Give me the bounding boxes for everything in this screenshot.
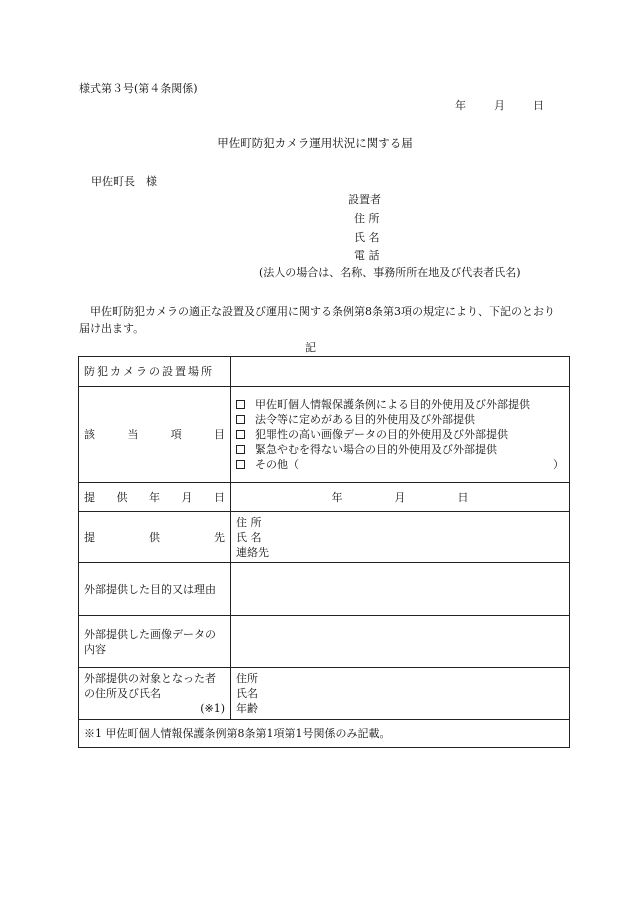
category-label: 該 当 項 目 (79, 387, 231, 483)
recipient-label: 提 供 先 (79, 512, 231, 563)
content-label: 外部提供した画像データの内容 (79, 616, 231, 668)
checkbox-icon[interactable] (236, 430, 245, 439)
table-row (79, 668, 570, 720)
applicant-address-label: 住 所 (354, 212, 380, 225)
table-row (79, 720, 570, 748)
submission-date (455, 99, 544, 113)
form-number: 様式第３号(第４条関係) (79, 82, 198, 95)
recipient-value[interactable]: 住 所 氏 名 連絡先 (231, 512, 570, 563)
body-text: 甲佐町防犯カメラの適正な設置及び運用に関する条例第8条第3項の規定により、下記のとおり届け出ます。 (79, 305, 555, 335)
table-row (79, 512, 570, 563)
option-statutory[interactable]: 法令等に定めがある目的外使用及び外部提供 (236, 412, 564, 427)
applicant-phone-label: 電 話 (354, 249, 380, 262)
table-row (79, 357, 570, 387)
checkbox-icon[interactable] (236, 415, 245, 424)
checkbox-icon[interactable] (236, 460, 245, 469)
table-row (79, 483, 570, 512)
applicant-corporate-note: (法人の場合は、名称、事務所所在地及び代表者氏名) (259, 266, 521, 279)
date-day: 日 (533, 99, 544, 112)
option-criminal-data[interactable]: 犯罪性の高い画像データの目的外使用及び外部提供 (236, 427, 564, 442)
footnote: ※1 甲佐町個人情報保護条例第8条第1項第1号関係のみ記載。 (79, 720, 570, 748)
applicant-heading: 設置者 (348, 193, 381, 206)
applicant-name-label: 氏 名 (354, 231, 380, 244)
checkbox-icon[interactable] (236, 400, 245, 409)
category-options (231, 387, 570, 483)
checkbox-icon[interactable] (236, 445, 245, 454)
date-year: 年 (455, 99, 466, 112)
addressee: 甲佐町長 様 (91, 175, 157, 188)
subject-value[interactable]: 住所 氏名 年齢 (231, 668, 570, 720)
report-table (78, 356, 570, 748)
provided-date-value[interactable]: 年 月 日 (231, 483, 570, 512)
provided-date-label: 提 供 年 月 日 (79, 483, 231, 512)
date-month: 月 (494, 99, 505, 112)
option-personal-info-ordinance[interactable]: 甲佐町個人情報保護条例による目的外使用及び外部提供 (236, 397, 564, 412)
table-row (79, 563, 570, 616)
purpose-value[interactable] (231, 563, 570, 616)
document-title: 甲佐町防犯カメラ運用状況に関する届 (217, 136, 413, 150)
table-row (79, 387, 570, 483)
ki-heading: 記 (305, 341, 316, 354)
option-emergency[interactable]: 緊急やむを得ない場合の目的外使用及び外部提供 (236, 442, 564, 457)
table-row (79, 616, 570, 668)
option-other[interactable]: その他（ ） (236, 457, 564, 472)
subject-label: 外部提供の対象となった者の住所及び氏名 (※1) (79, 668, 231, 720)
location-label: 防犯カメラの設置場所 (79, 357, 231, 387)
content-value[interactable] (231, 616, 570, 668)
purpose-label: 外部提供した目的又は理由 (79, 563, 231, 616)
location-value[interactable] (231, 357, 570, 387)
